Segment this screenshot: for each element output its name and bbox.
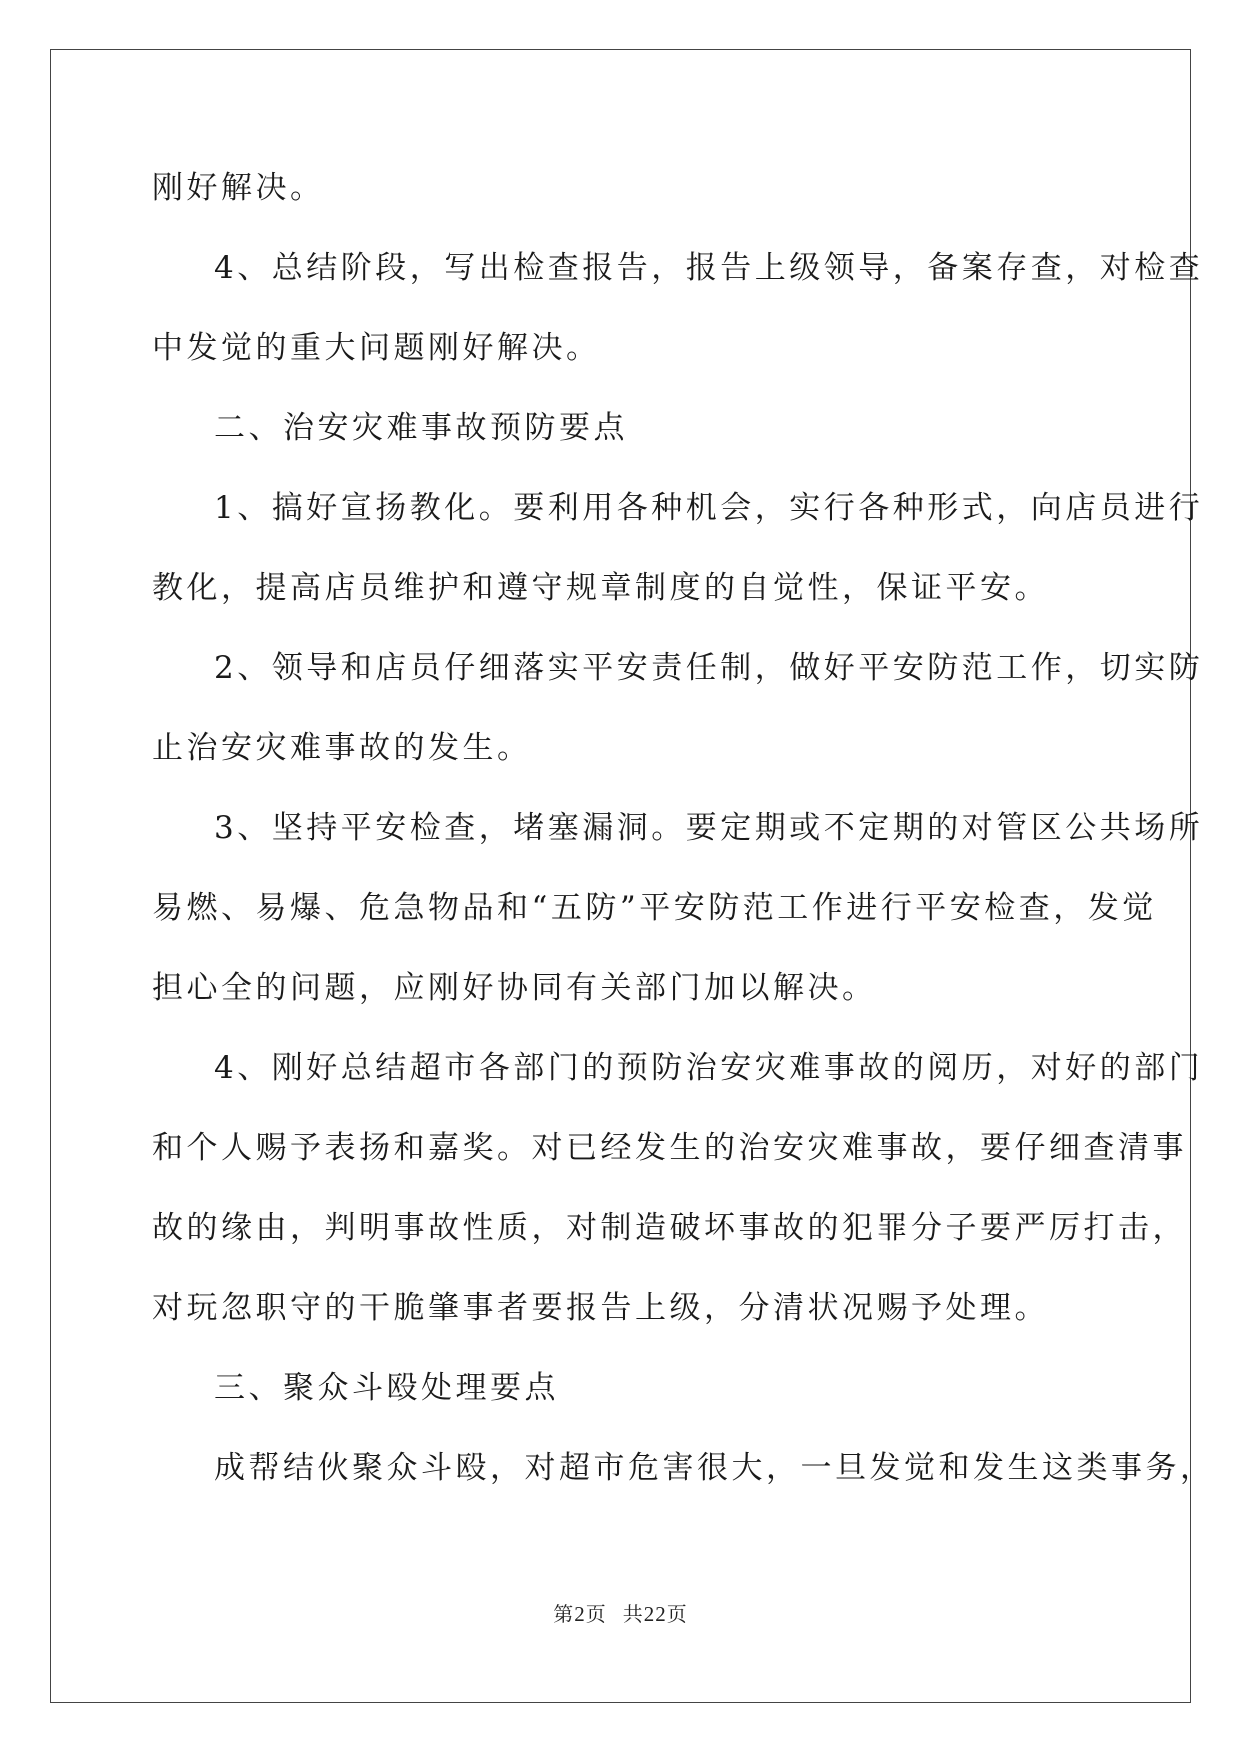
section-heading: 三、聚众斗殴处理要点 [214, 1370, 559, 1406]
text-line: 4、总结阶段，写出检查报告，报告上级领导，备案存查，对检查 [214, 250, 1204, 286]
text-line: 和个人赐予表扬和嘉奖。对已经发生的治安灾难事故，要仔细查清事 [152, 1130, 1187, 1166]
document-body [152, 148, 1215, 1508]
page-prefix: 第 [553, 1602, 575, 1626]
page-number: 2 [574, 1602, 586, 1626]
text-line: 故的缘由，判明事故性质，对制造破坏事故的犯罪分子要严厉打击， [152, 1210, 1187, 1246]
page-suffix: 页 [585, 1602, 607, 1626]
text-line: 易燃、易爆、危急物品和“五防”平安防范工作进行平安检查，发觉 [152, 890, 1157, 926]
text-line: 担心全的问题，应刚好协同有关部门加以解决。 [152, 970, 877, 1006]
text-line: 教化，提高店员维护和遵守规章制度的自觉性，保证平安。 [152, 570, 1049, 606]
total-suffix: 页 [666, 1602, 688, 1626]
text-line: 刚好解决。 [152, 170, 325, 206]
text-line: 中发觉的重大问题刚好解决。 [152, 330, 601, 366]
text-line: 止治安灾难事故的发生。 [152, 730, 532, 766]
text-line: 对玩忽职守的干脆肇事者要报告上级，分清状况赐予处理。 [152, 1290, 1049, 1326]
total-pages: 22 [643, 1602, 667, 1626]
total-prefix: 共 [622, 1602, 644, 1626]
text-line: 3、坚持平安检查，堵塞漏洞。要定期或不定期的对管区公共场所 [214, 810, 1204, 846]
text-line: 1、搞好宣扬教化。要利用各种机会，实行各种形式，向店员进行 [214, 490, 1204, 526]
section-heading: 二、治安灾难事故预防要点 [214, 410, 628, 446]
text-line: 2、领导和店员仔细落实平安责任制，做好平安防范工作，切实防 [214, 650, 1204, 686]
text-line: 4、刚好总结超市各部门的预防治安灾难事故的阅历，对好的部门 [214, 1050, 1204, 1086]
page-footer [0, 1598, 1241, 1627]
text-line: 成帮结伙聚众斗殴，对超市危害很大，一旦发觉和发生这类事务， [214, 1450, 1215, 1486]
